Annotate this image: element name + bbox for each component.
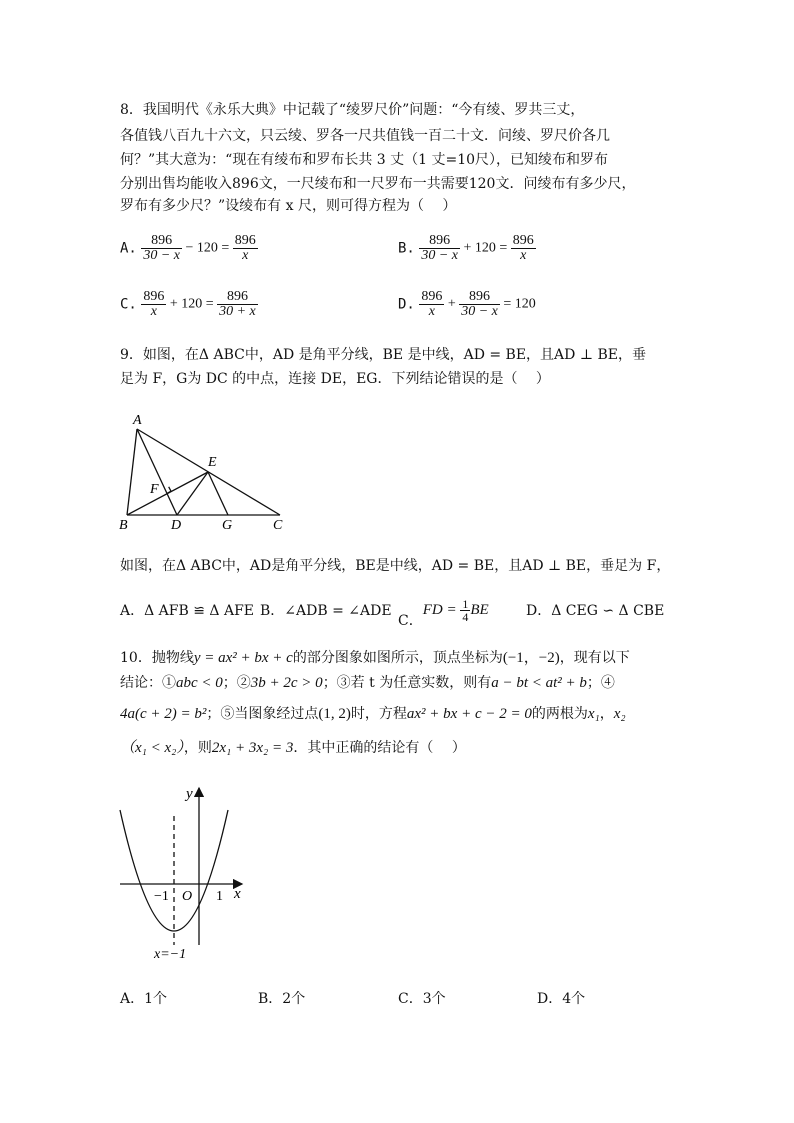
label-neg-one: −1 xyxy=(154,889,169,904)
q9-option-d[interactable]: D．Δ CEG ∽ Δ CBE xyxy=(526,603,665,619)
q9-line-2: 足为 F，G为 DC 的中点，连接 DE，EG．下列结论错误的是（ ） xyxy=(120,371,550,387)
label-g: G xyxy=(222,518,233,533)
q10-option-a[interactable]: A．1个 xyxy=(120,991,168,1007)
fraction: $\frac{896}{30 - x}$ xyxy=(421,233,458,263)
label-b: B xyxy=(119,518,128,533)
label-axis-of-symmetry: x=−1 xyxy=(154,947,187,962)
q8-option-a[interactable]: A. $\frac{896}{30 - x}$ − 120 = $\frac{896}{x}$ xyxy=(120,233,256,263)
q9-line-1: 9．如图，在Δ ABC中，AD 是角平分线，BE 是中线，AD = BE，且AD ⊥ BE，垂 xyxy=(120,347,646,363)
q8-line-5: 罗布有多少尺？”设绫布有 x 尺，则可得方程为（ ） xyxy=(120,198,457,214)
q8-line-3: 何？”其大意为：“现在有绫布和罗布长共 3 丈（1 丈=10尺），已知绫布和罗布 xyxy=(120,152,609,168)
fraction: $\frac{1}{4}$ xyxy=(462,597,469,624)
q8-option-b[interactable]: B. $\frac{896}{30 - x}$ + 120 = $\frac{896}{x}$ xyxy=(398,233,534,263)
label-x: x xyxy=(234,886,241,902)
q8-option-c[interactable]: C. $\frac{896}{x}$ + 120 = $\frac{896}{30 + x}$ xyxy=(120,289,256,319)
q10-line-4: （x₁ < x₂），则2x₁ + 3x₂ = 3．其中正确的结论有（ ） xyxy=(120,740,466,756)
label-one: 1 xyxy=(216,889,223,904)
fraction: $\frac{896}{x}$ xyxy=(512,233,534,263)
q10-option-b[interactable]: B．2个 xyxy=(258,991,306,1007)
label-a: A xyxy=(133,413,142,428)
parabola-graph xyxy=(110,780,260,965)
q8-line-4: 分别出售均能收入896文，一尺绫布和一尺罗布一共需要120文．问绫布有多少尺， xyxy=(120,176,636,192)
option-letter: B. xyxy=(398,240,415,257)
label-e: E xyxy=(208,455,217,470)
q10-option-c[interactable]: C．3个 xyxy=(398,991,446,1007)
q9-option-a[interactable]: A．Δ AFB ≌ Δ AFE xyxy=(120,603,255,619)
q9-restatement: 如图，在Δ ABC中，AD是角平分线，BE是中线，AD = BE，且AD ⊥ BE，垂足为 F， xyxy=(120,558,671,574)
label-c: C xyxy=(273,518,283,533)
option-letter: C． xyxy=(398,612,423,629)
fraction: $\frac{896}{x}$ xyxy=(421,289,443,319)
option-letter: D. xyxy=(398,296,415,313)
option-letter: A. xyxy=(120,240,137,257)
option-letter: C. xyxy=(120,296,137,313)
label-f: F xyxy=(150,482,159,497)
q10-line-1: 10．抛物线y = ax² + bx + c的部分图象如图所示，顶点坐标为(−1，−2)，现有以下 xyxy=(120,650,630,666)
fraction: $\frac{896}{30 - x}$ xyxy=(461,289,498,319)
q8-line-2: 各值钱八百九十六文，只云绫、罗各一尺共值钱一百二十文．问绫、罗尺价各几 xyxy=(120,128,610,144)
fraction: $\frac{896}{x}$ xyxy=(234,233,256,263)
fraction: $\frac{896}{30 + x}$ xyxy=(219,289,256,319)
fraction: $\frac{896}{30 - x}$ xyxy=(143,233,180,263)
q8-line-1: 8．我国明代《永乐大典》中记载了“绫罗尺价”问题：“今有绫、罗共三丈， xyxy=(120,102,585,118)
label-origin: O xyxy=(182,889,193,904)
q10-line-2: 结论：①abc < 0；②3b + 2c > 0；③若 t 为任意实数，则有a − bt < at² + b；④ xyxy=(120,675,615,691)
triangle-figure xyxy=(110,405,300,535)
label-d: D xyxy=(171,518,182,533)
q8-option-d[interactable]: D. $\frac{896}{x}$ + $\frac{896}{30 - x}$ = 120 xyxy=(398,289,536,319)
q10-option-d[interactable]: D．4个 xyxy=(537,991,586,1007)
label-y: y xyxy=(186,786,193,802)
q9-option-b[interactable]: B．∠ADB = ∠ADE xyxy=(260,603,392,619)
q10-line-3: 4a(c + 2) = b²；⑤当图象经过点(1, 2)时，方程ax² + bx + c − 2 = 0的两根为x₁，x₂ xyxy=(120,706,626,722)
fraction: $\frac{896}{x}$ xyxy=(143,289,165,319)
q9-option-c[interactable]: C．FD = $\frac{1}{4}$ BE xyxy=(398,597,489,629)
